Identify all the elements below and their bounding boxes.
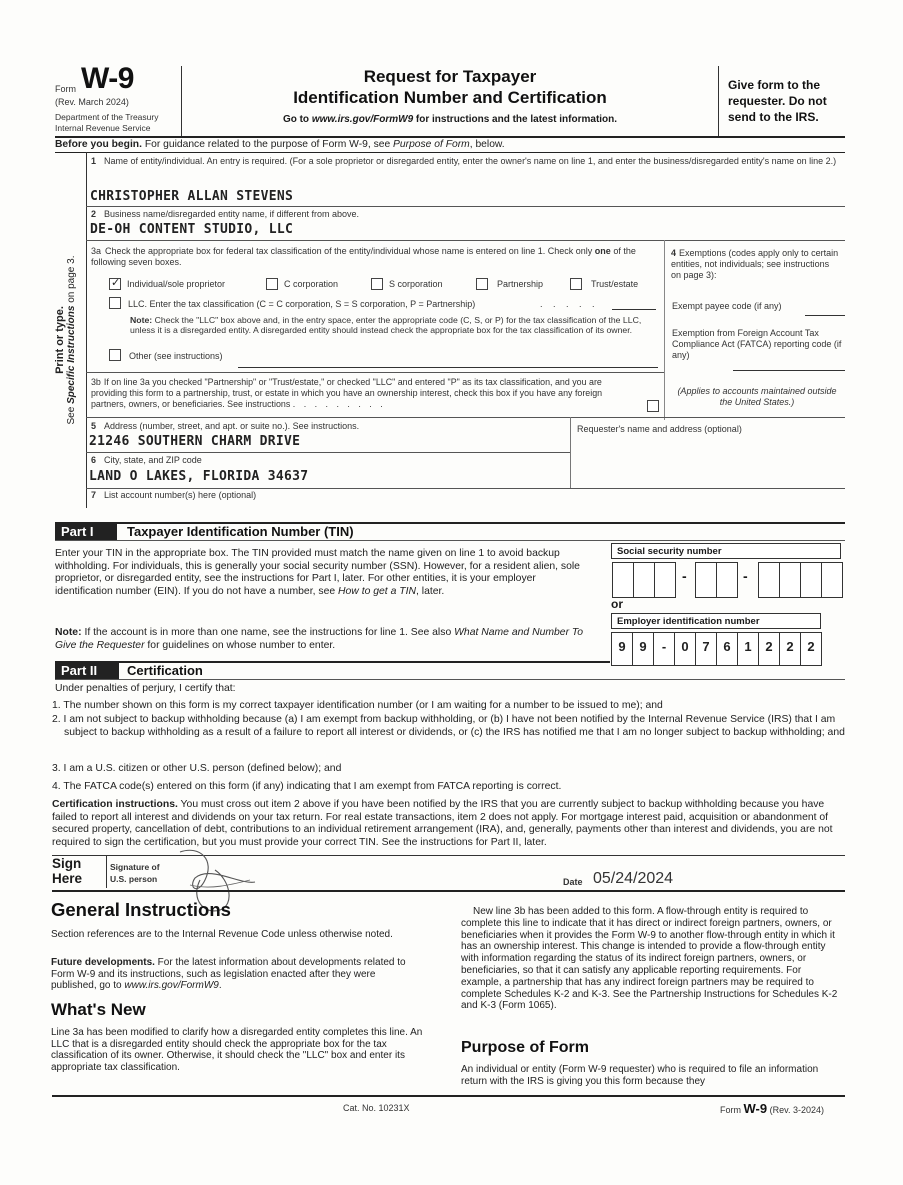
line2-business-field[interactable]: DE-OH CONTENT STUDIO, LLC [90, 222, 294, 237]
purpose-heading: Purpose of Form [461, 1039, 590, 1056]
checkbox-3b[interactable] [647, 400, 659, 412]
footer-form-id: Form W-9 (Rev. 3-2024) [720, 1101, 824, 1116]
line5-number: 5 [91, 421, 97, 431]
future-developments: Future developments. For the latest information about developments related to Form W-9 and its instructions, such as legislation enacted after they were published, go to www.irs.gov/FormW9. [51, 957, 406, 991]
department: Department of the Treasury [55, 112, 159, 122]
ssn-box[interactable] [654, 562, 676, 598]
form-id-block [55, 62, 180, 134]
cert-item-2: 2. I am not subject to backup withholding because (a) I am exempt from backup withholding, or (b) I have not been notified by the Internal Revenue Service (IRS) that I am subject to backup withholding as a result of a failure to report all interest or dividends, or (c) the IRS has notified me that I am no longer subject to backup withholding; and [52, 714, 845, 738]
date-label: Date [563, 877, 583, 887]
ein-label: Employer identification number [611, 613, 821, 629]
part1-under-rule [55, 540, 845, 541]
footer-rule [52, 1095, 845, 1097]
ein-digit[interactable]: 2 [800, 632, 822, 666]
requester-divider [570, 417, 571, 489]
header-rule [55, 136, 845, 138]
title-line1: Request for Taxpayer [363, 67, 537, 86]
or-label: or [611, 597, 623, 611]
sign-bottom-rule [52, 890, 845, 892]
new-line-3b-text: New line 3b has been added to this form. A flow-through entity is required to complete this line to indicate that it has direct or indirect foreign partners, owners, or beneficiaries when it provides the Form W-9 to another flow-through entity in which it has an ownership interest. This change is intended to provide a flow-through entity with information regarding the status of its indirect foreign partners, owners, or beneficiaries, so that it can satisfy any applicable reporting requirements. For example, a partnership that has any indirect foreign partners may be required to complete Schedules K-2 and K-3. See the Partnership Instructions for Schedules K-2 and K-3 (Form 1065). [461, 906, 838, 1012]
option-individual-label: Individual/sole proprietor [127, 279, 226, 289]
fatca-field[interactable] [733, 370, 845, 371]
line4-text: 4 Exemptions (codes apply only to certain entities, not individuals; see instructions on page 3): [671, 248, 839, 280]
ssn-box[interactable] [758, 562, 780, 598]
give-form-note: Give form to the requester. Do not send to the IRS. [728, 78, 827, 124]
option-partnership-label: Partnership [497, 279, 544, 289]
ssn-box[interactable] [695, 562, 717, 598]
line7-label: 7 List account number(s) here (optional) [91, 490, 257, 500]
line5-rule [86, 452, 570, 453]
line6-number: 6 [91, 455, 97, 465]
option-s-corp-label: S corporation [389, 279, 443, 289]
city-state-zip-field[interactable]: LAND O LAKES, FLORIDA 34637 [89, 469, 309, 484]
ssn-box[interactable] [612, 562, 634, 598]
goto-suffix: for instructions and the latest information. [413, 114, 618, 125]
revision-date: (Rev. March 2024) [55, 97, 129, 107]
option-c-corp-label: C corporation [284, 279, 339, 289]
line1-name-field[interactable]: CHRISTOPHER ALLAN STEVENS [90, 189, 294, 204]
line3b-text: 3b If on line 3a you checked "Partnership" or "Trust/estate," or checked "LLC" and entered "P" as its tax classification, and you are providing this form to a partnership, trust, or estate in which you have an ownership interest, check this box if you have any foreign partners, owners, or beneficiaries. See instructions . . . . . . . . . [91, 377, 603, 409]
llc-dots: . . . . . [540, 299, 599, 309]
checkbox-c-corp[interactable] [266, 278, 278, 290]
see-specific: See Specific Instructions on page 3. [66, 255, 77, 425]
cert-item-4: 4. The FATCA code(s) entered on this form (if any) indicating that I am exempt from FATCA reporting is correct. [52, 781, 562, 792]
cert-intro: Under penalties of perjury, I certify that: [55, 683, 236, 694]
checkbox-partnership[interactable] [476, 278, 488, 290]
ssn-dash: - [743, 568, 748, 584]
llc-entry-field[interactable] [612, 309, 656, 310]
whats-new-text: Line 3a has been modified to clarify how a disregarded entity completes this line. An LLC that is a disregarded entity should check the appropriate box for the tax classification of its owner. Otherwise, it should check the "LLC" box and enter its appropriate tax classification. [51, 1027, 423, 1073]
line2-label: 2 Business name/disregarded entity name, if different from above. [91, 209, 359, 219]
form-title [182, 66, 718, 125]
line7-number: 7 [91, 490, 97, 500]
ein-digit[interactable]: 0 [674, 632, 696, 666]
ssn-dash: - [682, 568, 687, 584]
other-label: Other (see instructions) [129, 351, 223, 361]
form-word: Form [55, 84, 76, 94]
address-field[interactable]: 21246 SOUTHERN CHARM DRIVE [89, 434, 301, 449]
checkbox-s-corp[interactable] [371, 278, 383, 290]
fatca-applies-note: (Applies to accounts maintained outside the United States.) [677, 386, 837, 407]
ein-digit[interactable]: 9 [632, 632, 654, 666]
part1-paragraph: Enter your TIN in the appropriate box. The TIN provided must match the name given on line 1 to avoid backup withholding. For individuals, this is generally your social security number (SSN). However, for a resident alien, sole proprietor, or disregarded entity, see the instructions for Part I, later. For other entities, it is your employer identification number (EIN). If you do not have a number, see How to get a TIN, later. [55, 548, 580, 597]
ein-digit[interactable]: 9 [611, 632, 633, 666]
ein-dash: - [653, 632, 675, 666]
checkmark-icon: ✓ [111, 277, 121, 289]
checkbox-llc[interactable] [109, 297, 121, 309]
goto-prefix: Go to [282, 114, 312, 125]
line1-number: 1 [91, 156, 97, 166]
catalog-number: Cat. No. 10231X [343, 1103, 410, 1113]
ssn-label: Social security number [611, 543, 841, 559]
cert-item-1: 1. The number shown on this form is my correct taxpayer identification number (or I am waiting for a number to be issued to me); and [52, 700, 663, 711]
option-trust-label: Trust/estate [591, 279, 639, 289]
llc-label: LLC. Enter the tax classification (C = C corporation, S = S corporation, P = Partnership) [128, 299, 476, 309]
line6-rule [86, 488, 845, 489]
print-or-type: Print or type. [54, 306, 66, 374]
before-italic: Purpose of Form [393, 139, 470, 150]
line3b-number: 3b [91, 377, 101, 387]
form-number: W-9 [81, 62, 134, 95]
ssn-box[interactable] [716, 562, 738, 598]
sign-here-label: Sign Here [52, 856, 83, 886]
before-text: For guidance related to the purpose of Form W-9, see [141, 139, 394, 150]
requester-label: Requester's name and address (optional) [577, 424, 742, 434]
side-label [54, 240, 77, 440]
ein-digit[interactable]: 2 [758, 632, 780, 666]
other-entry-field[interactable] [238, 367, 658, 368]
line3a-number: 3a [91, 246, 102, 256]
before-bold: Before you begin. [55, 139, 142, 150]
ssn-box[interactable] [779, 562, 801, 598]
before-rule [55, 152, 845, 153]
line4-number: 4 [671, 248, 677, 258]
line4-divider [664, 240, 665, 420]
line1-rule [86, 206, 845, 207]
part1-title: Taxpayer Identification Number (TIN) [127, 524, 354, 539]
line5-label: 5 Address (number, street, and apt. or suite no.). See instructions. [91, 421, 360, 431]
section-references: Section references are to the Internal Revenue Code unless otherwise noted. [51, 929, 393, 940]
goto-line [182, 114, 718, 125]
ein-digit[interactable]: 7 [695, 632, 717, 666]
ssn-box[interactable] [633, 562, 655, 598]
ssn-box[interactable] [800, 562, 822, 598]
part1-note: Note: If the account is in more than one name, see the instructions for line 1. See also What Name and Number To Give the Requester for guidelines on whose number to enter. [55, 627, 584, 651]
checkbox-trust-estate[interactable] [570, 278, 582, 290]
line3a-rule [86, 372, 664, 373]
cert-item-3: 3. I am a U.S. citizen or other U.S. person (defined below); and [52, 763, 342, 774]
ein-digit[interactable]: 2 [779, 632, 801, 666]
line2-rule [86, 240, 845, 241]
line3b-rule [86, 417, 845, 418]
fatca-label: Exemption from Foreign Account Tax Compliance Act (FATCA) reporting code (if any) [672, 328, 842, 360]
exempt-payee-field[interactable] [805, 315, 845, 316]
ssn-box[interactable] [821, 562, 843, 598]
purpose-text: An individual or entity (Form W-9 requester) who is required to file an information return with the IRS is giving you this form because they [461, 1064, 819, 1087]
exempt-payee-label: Exempt payee code (if any) [672, 301, 782, 311]
title-line2: Identification Number and Certification [293, 88, 607, 107]
checkbox-other[interactable] [109, 349, 121, 361]
before-you-begin [55, 139, 505, 150]
signature-label: Signature of U.S. person [110, 862, 160, 884]
llc-note: Note: Check the "LLC" box above and, in the entry space, enter the appropriate code (C, S, or P) for the tax classification of the LLC, unless it is a disregarded entity. A disregarded entity should instead check the appropriate box for the tax classification of its owner. [130, 315, 642, 335]
line6-label: 6 City, state, and ZIP code [91, 455, 202, 465]
sign-divider [106, 856, 107, 888]
ein-digit[interactable]: 1 [737, 632, 759, 666]
service: Internal Revenue Service [55, 123, 151, 133]
whats-new-heading: What's New [51, 1000, 146, 1019]
before-end: , below. [469, 139, 505, 150]
line3a-label: 3a Check the appropriate box for federal tax classification of the entity/individual whose name is entered on line 1. Check only one of the following seven boxes. [91, 246, 636, 267]
ein-digit[interactable]: 6 [716, 632, 738, 666]
goto-url[interactable]: www.irs.gov/FormW9 [311, 114, 414, 125]
part2-tag: Part II [55, 662, 119, 679]
cert-instructions: Certification instructions. You must cross out item 2 above if you have been notified by the IRS that you are currently subject to backup withholding because you have failed to report all interest and dividends on your tax return. For real estate transactions, item 2 does not apply. For mortgage interest paid, acquisition or abandonment of secured property, cancellation of debt, contributions to an individual retirement arrangement (IRA), and, generally, payments other than interest and dividends, you are not required to sign the certification, but you must provide your correct TIN. See the instructions for Part II, later. [52, 799, 833, 848]
part1-tag: Part I [55, 523, 117, 540]
checkbox-individual[interactable] [109, 278, 121, 290]
part2-title: Certification [127, 663, 203, 678]
line1-label: 1 Name of entity/individual. An entry is required. (For a sole proprietor or disregarded entity, enter the owner's name on line 1, and enter the business/disregarded entity's name on line 2.) [91, 156, 837, 166]
general-instructions-heading: General Instructions [51, 899, 231, 920]
header-divider-right [718, 66, 719, 136]
line2-number: 2 [91, 209, 97, 219]
part2-under-rule [55, 679, 845, 680]
date-field[interactable]: 05/24/2024 [593, 870, 674, 887]
